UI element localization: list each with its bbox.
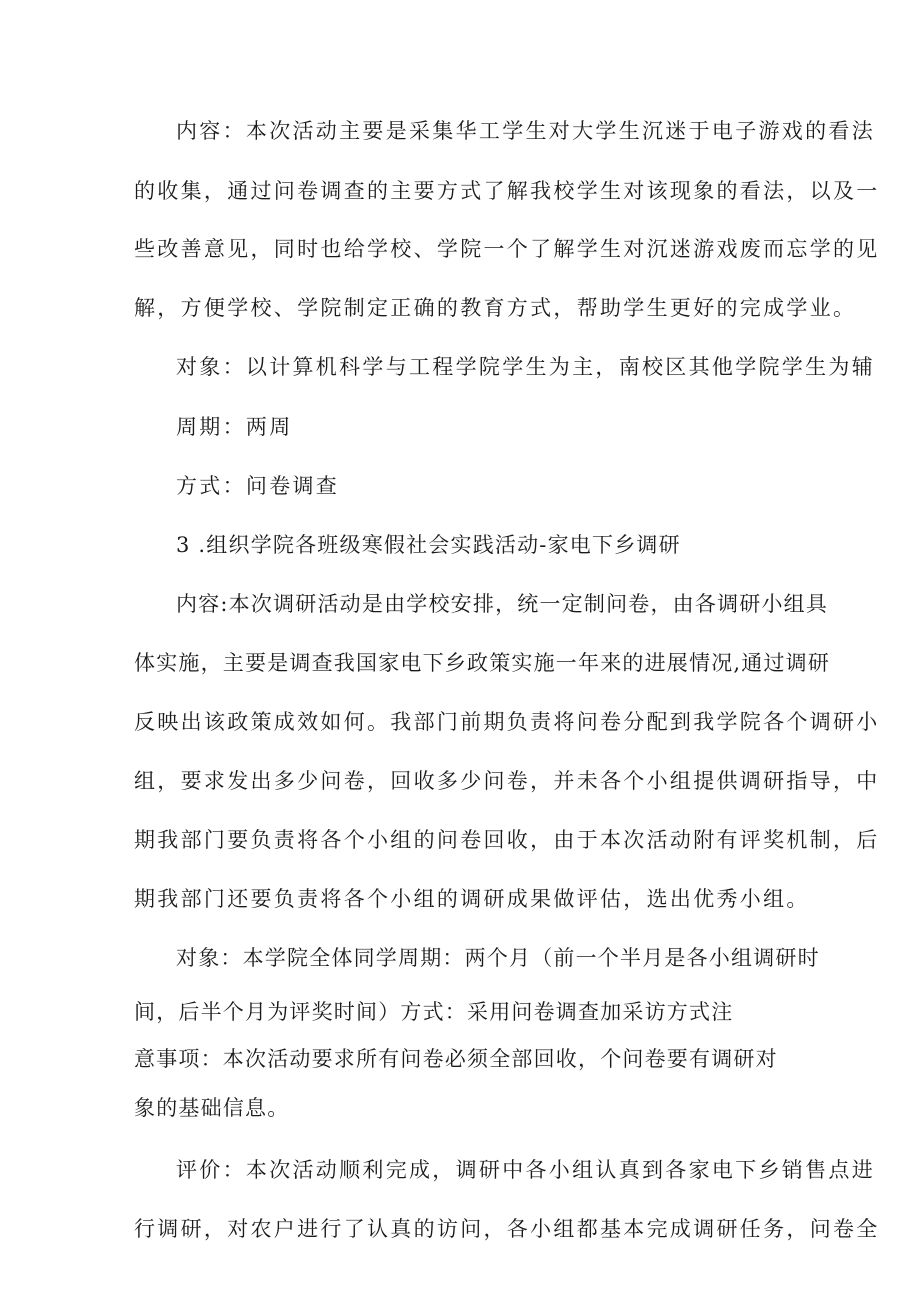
- section-3-content-line-3: 反映出该政策成效如何。我部门前期负责将问卷分配到我学院各个调研小: [134, 710, 880, 734]
- intro-target: 对象：以计算机科学与工程学院学生为主，南校区其他学院学生为辅: [176, 355, 875, 379]
- intro-content-line-2: 的收集，通过问卷调查的主要方式了解我校学生对该现象的看法，以及一: [134, 179, 880, 203]
- section-3-heading: 3 .组织学院各班级寒假社会实践活动-家电下乡调研: [176, 533, 681, 557]
- section-3-target-line-4: 象的基础信息。: [134, 1096, 290, 1120]
- intro-content-line-4: 解，方便学校、学院制定正确的教育方式，帮助学生更好的完成学业。: [134, 296, 857, 320]
- section-3-content-line-6: 期我部门还要负责将各个小组的调研成果做评估，选出优秀小组。: [134, 887, 810, 911]
- section-3-target-line-2: 间，后半个月为评奖时间）方式：采用问卷调查加采访方式注: [134, 1000, 734, 1024]
- section-3-content-line-1: 内容:本次调研活动是由学校安排，统一定制问卷，由各调研小组具: [176, 592, 829, 616]
- section-3-content-line-2: 体实施，主要是调查我国家电下乡政策实施一年来的进展情况,通过调研: [134, 651, 831, 675]
- section-3-evaluation-line-2: 行调研，对农户进行了认真的访问，各小组都基本完成调研任务，问卷全: [134, 1217, 880, 1241]
- intro-content-line-3: 些改善意见，同时也给学校、学院一个了解学生对沉迷游戏废而忘学的见: [134, 237, 880, 261]
- intro-content-line-1: 内容：本次活动主要是采集华工学生对大学生沉迷于电子游戏的看法: [176, 119, 875, 143]
- section-3-content-line-5: 期我部门要负责将各个小组的问卷回收，由于本次活动附有评奖机制，后: [134, 828, 880, 852]
- section-3-content-line-4: 组，要求发出多少问卷，回收多少问卷，并未各个小组提供调研指导，中: [134, 769, 880, 793]
- section-3-target-line-1: 对象：本学院全体同学周期：两个月（前一个半月是各小组调研时: [176, 946, 820, 970]
- section-3-target-line-3: 意事项：本次活动要求所有问卷必须全部回收，个问卷要有调研对: [134, 1047, 778, 1071]
- intro-method: 方式：问卷调查: [176, 474, 340, 498]
- intro-period: 周期：两周: [176, 415, 293, 439]
- section-3-evaluation-line-1: 评价：本次活动顺利完成，调研中各小组认真到各家电下乡销售点进: [176, 1158, 875, 1182]
